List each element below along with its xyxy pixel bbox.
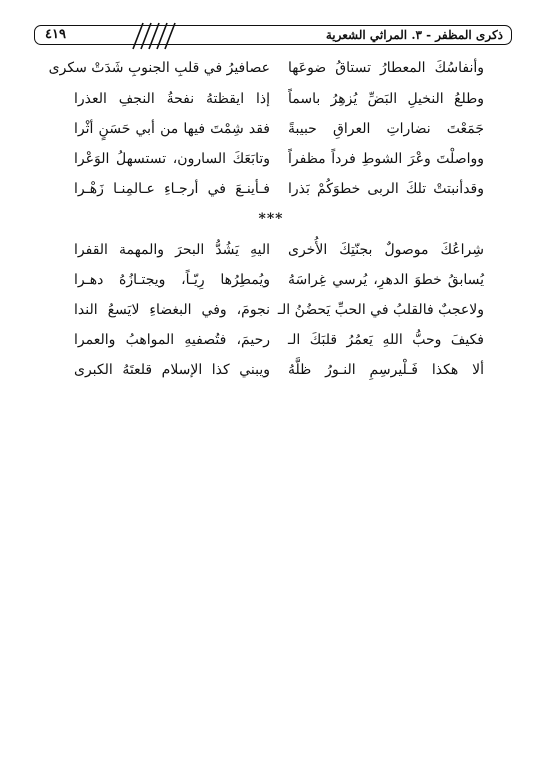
verse-line xyxy=(74,357,484,383)
verse-line xyxy=(74,237,484,263)
first-hemistich: وأنفاسُكَ المعطارُ تستاقُ ضوعَها xyxy=(288,60,484,76)
verse-line xyxy=(74,116,484,142)
second-hemistich: إذا ايقظتهُ نفحةُ النجفِ العذرا xyxy=(74,91,270,107)
first-hemistich: شِراعُكَ موصولٌ بجنّتِكَ الأُخرى xyxy=(288,242,484,258)
verse-line xyxy=(74,297,484,323)
second-hemistich: نجومَ، وفي البغضاءِ لايَسعُ الندا xyxy=(74,302,270,318)
second-hemistich: وتابَعَكَ السارون، تستسهلُ الوَعْرا xyxy=(74,151,270,167)
slash-ornament-icon xyxy=(119,22,189,50)
first-hemistich: ألا هكذا فَـلْيرسِمِ النـورُ ظلَّهُ xyxy=(288,362,484,378)
first-hemistich: وطلعُ النخيلِ البَضِّ يُزهِرُ باسماً xyxy=(288,91,484,107)
header-title: ذكرى المظفر - ٣. المراثي الشعرية xyxy=(325,28,503,42)
second-hemistich: ويبني كذا الإسلام قلعتَهُ الكبرى xyxy=(74,362,270,378)
verse-line xyxy=(48,55,484,81)
verse-line xyxy=(74,267,484,293)
first-hemistich: يُسابقُ خطوَ الدهرِ، يُرسي غِراسَهُ xyxy=(288,272,484,288)
verse-line xyxy=(74,86,484,112)
second-hemistich: رحيمَ، فتُصفيهِ المواهبُ والعمرا xyxy=(74,332,270,348)
first-hemistich: فكيفَ وحبُّ اللهِ يَعمُرُ قلبَكَ الـ xyxy=(288,332,484,348)
second-hemistich: فقد شِمْتَ فيها من أبي حَسَنٍ أثْرا xyxy=(74,121,270,137)
second-hemistich: ويُمطِرُها رِيّـاً، ويجتـازُهُ دهـرا xyxy=(74,272,270,288)
verse-line xyxy=(74,327,484,353)
first-hemistich: وواصلْتَ وعْرَ الشوطِ فرداً مظفراً xyxy=(288,151,484,167)
verse-line xyxy=(74,176,484,202)
second-hemistich: فـأينـعَ في أرجـاءِ عـالمِنـا زَهْـرا xyxy=(74,181,270,197)
page-number: ٤١٩ xyxy=(45,27,66,42)
first-hemistich: جَمَعْتَ نضاراتِ العراقِ حبيبةً xyxy=(288,121,484,137)
section-separator: *** xyxy=(258,211,284,227)
second-hemistich: عصافيرُ في قلبِ الجنوبِ شَدَتْ سكرى xyxy=(48,60,270,76)
verse-line xyxy=(74,146,484,172)
first-hemistich: ولاعجبٌ فالقلبُ في الحبِّ يَحضُنُ الـ xyxy=(277,302,484,318)
first-hemistich: وقدأنبتتْ تلكَ الربى خطوَكُمْ بَذرا xyxy=(288,181,484,197)
second-hemistich: اليهِ يَشُدُّ البحرَ والمهمة القفرا xyxy=(74,242,270,258)
running-header xyxy=(34,25,512,45)
